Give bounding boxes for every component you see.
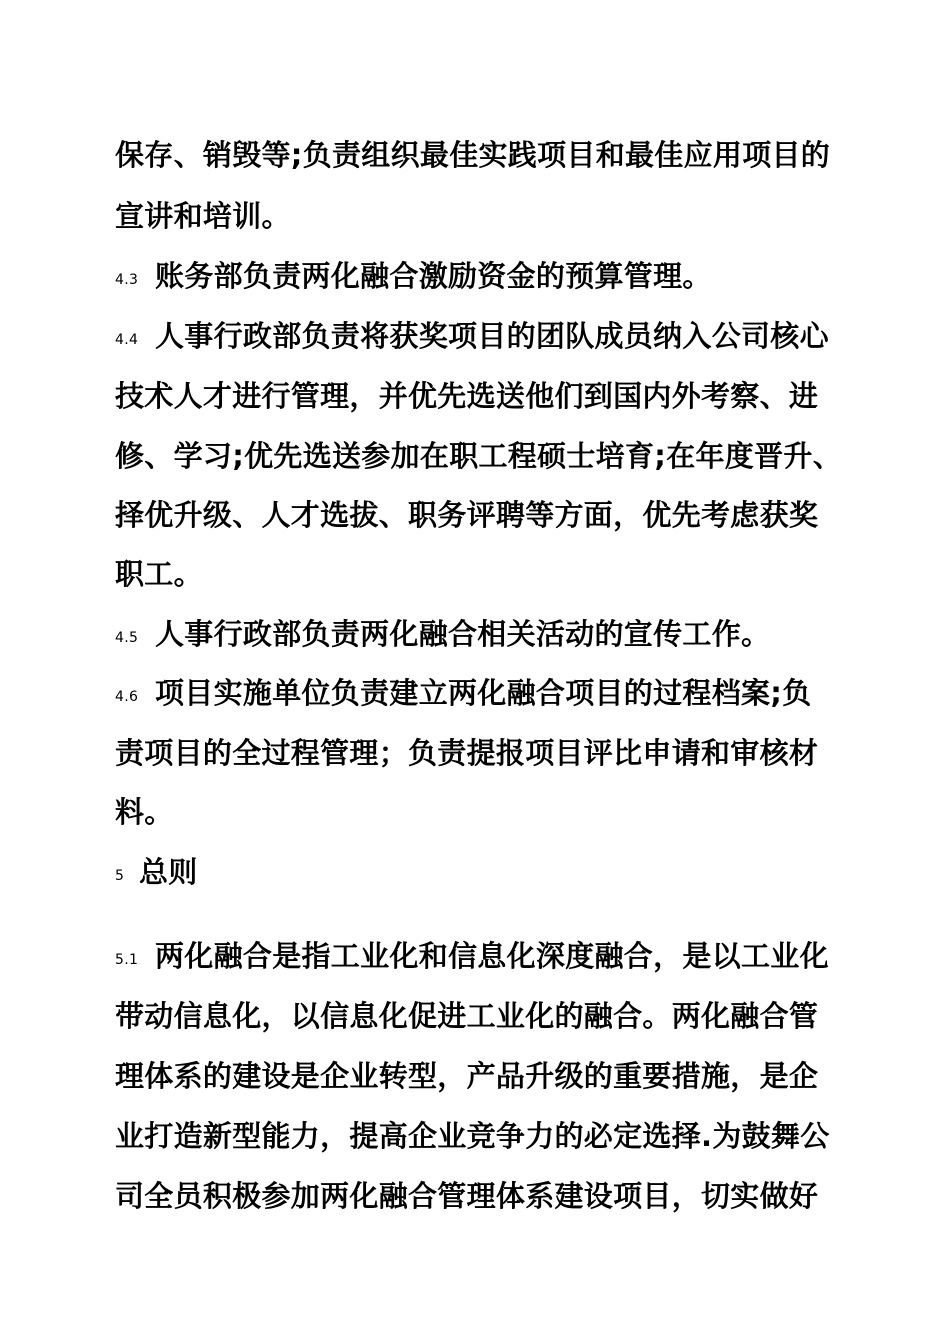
text-line [115,614,875,654]
line-text: 理体系的建设是企业转型，产品升级的重要措施，是企 [115,1059,819,1093]
line-text: 保存、销毁等;负责组织最佳实践项目和最佳应用项目的 [115,138,831,172]
line-text: 修、学习;优先选送参加在职工程硕士培育;在年度晋升、 [115,439,842,473]
text-line [115,1176,875,1216]
line-text: 人事行政部负责将获奖项目的团队成员纳入公司核心 [155,319,829,353]
text-line [115,436,875,476]
text-line [115,196,875,236]
section-number: 4.3 [115,272,139,288]
section-number: 4.4 [115,332,139,348]
text-line [115,733,875,773]
text-line [115,673,875,713]
section-number: 5 [115,868,125,884]
text-line [115,495,875,535]
section-number: 4.6 [115,689,139,705]
line-text: 择优升级、人才选拔、职务评聘等方面，优先考虑获奖 [115,498,819,532]
section-number: 4.5 [115,630,139,646]
line-text: 宣讲和培训。 [115,199,291,233]
line-text: 总则 [139,855,198,889]
text-line [115,256,875,296]
line-text: 责项目的全过程管理；负责提报项目评比申请和审核材 [115,736,819,770]
text-line [115,1056,875,1096]
line-text: 两化融合是指工业化和信息化深度融合，是以工业化 [155,939,829,973]
text-line [115,936,875,976]
line-text: 人事行政部负责两化融合相关活动的宣传工作。 [155,617,771,651]
text-line [115,135,875,175]
text-line [115,792,875,832]
line-text: 职工。 [115,557,203,591]
line-text: 带动信息化，以信息化促进工业化的融合。两化融合管 [115,999,819,1033]
line-text: 业打造新型能力，提高企业竞争力的必定选择.为鼓舞公 [115,1119,830,1153]
text-line [115,1116,875,1156]
line-text: 账务部负责两化融合激励资金的预算管理。 [155,259,712,293]
line-text: 司全员积极参加两化融合管理体系建设项目，切实做好 [115,1179,819,1213]
section-number: 5.1 [115,952,139,968]
text-line [115,376,875,416]
text-line [115,316,875,356]
line-text: 项目实施单位负责建立两化融合项目的过程档案;负 [155,676,812,710]
section-heading [115,852,875,892]
line-text: 料。 [115,795,174,829]
text-line [115,554,875,594]
line-text: 技术人才进行管理，并优先选送他们到国内外考察、进 [115,379,819,413]
text-line [115,996,875,1036]
